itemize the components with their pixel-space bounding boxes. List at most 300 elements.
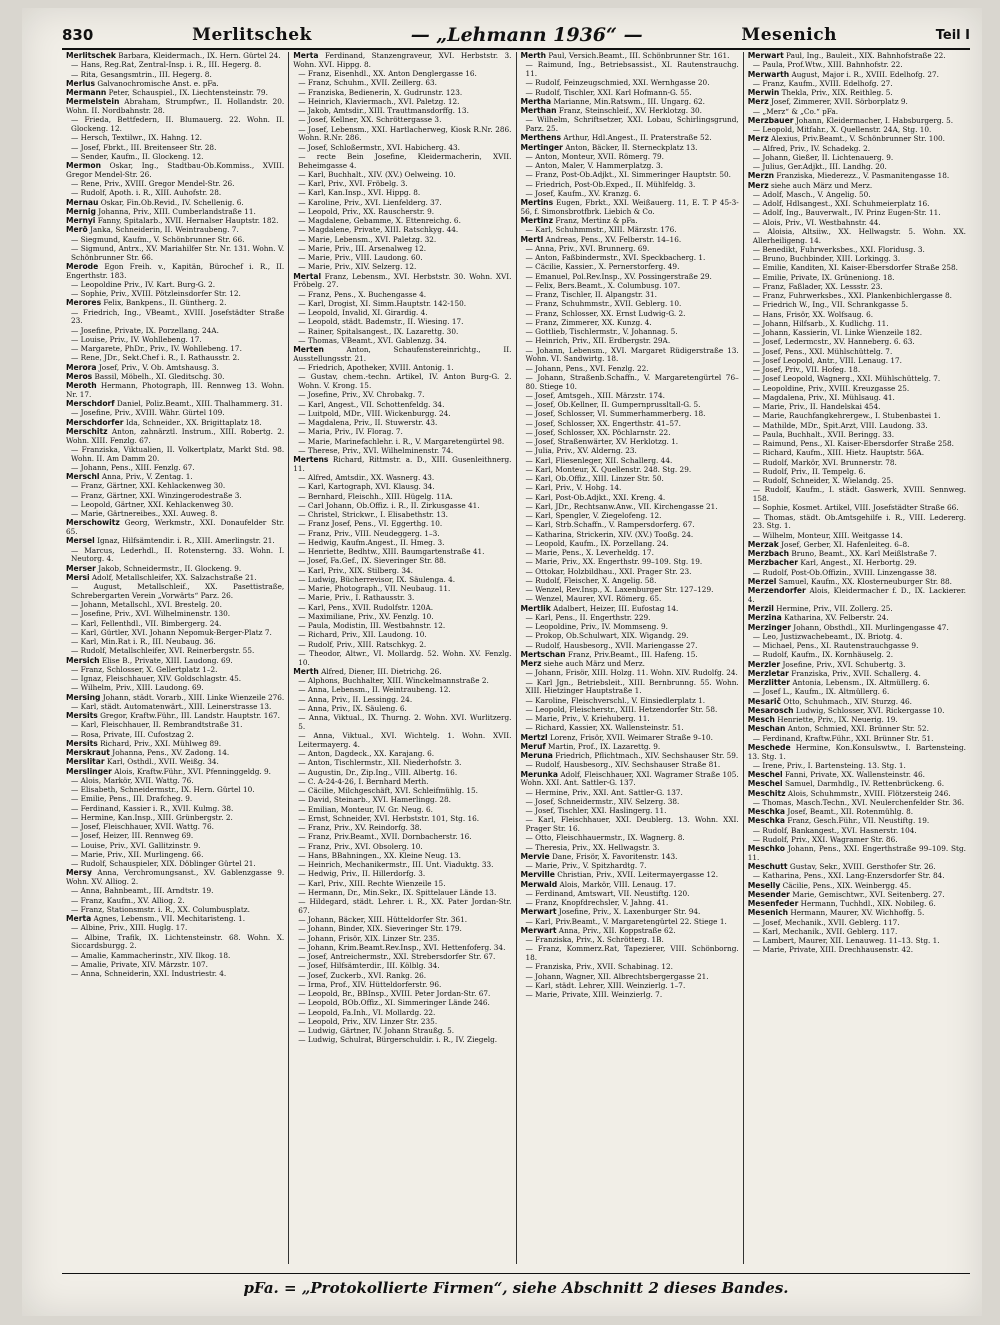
entry-details: Georg, Werkmstr., XXI. Donaufelder Str. 65.	[66, 518, 285, 536]
entry-details: — Josef, Schneidermstr., XIV. Selzerg. 38.	[525, 796, 680, 806]
entry-details: — Josef, Tischler, XXI. Haslingerg. 11.	[525, 806, 667, 815]
entry-details: — Friedrich, Post-Ob.Exped., II. Mühlfeldg. 3.	[525, 179, 696, 189]
entry-details: Johann, städt. Vorarb., XIII. Linke Wienzeile 276.	[102, 692, 285, 702]
entry-details: — Franz, Pens., X. Buchengasse 4.	[298, 289, 427, 299]
directory-entry	[66, 382, 284, 400]
entry-details: — David, Steinarb., XVI. Hamerlingg. 28.	[298, 795, 451, 805]
entry-details: — Josef, Kellner, XX. Schröttergasse 3.	[298, 115, 442, 125]
entry-details: — Ludwig, Schulrat, Bürgerschuldir. i. R., IV. Ziegelg.	[298, 1035, 498, 1045]
entry-details: — Sender, Kaufm., II. Glockeng. 12.	[71, 151, 204, 161]
directory-entry	[521, 679, 739, 697]
directory-entry	[66, 934, 284, 952]
entry-surname: Merwarth	[747, 69, 790, 79]
entry-surname: Mermann	[66, 88, 107, 97]
entry-details: — Rudolf, Priv., XIII. Ratschkyg. 2.	[298, 639, 427, 649]
entry-details: Fanny, Spitalarb., XVII. Hernalser Hauptstr. 182.	[97, 216, 279, 225]
entry-details: — Hildegard, städt. Lehrer. i. R., XX. Pater Jordan-Str. 67.	[298, 897, 512, 915]
directory-entry	[293, 650, 511, 668]
entry-details: — Heinrich, Klaviermach., XVI. Paletzg. 12.	[298, 96, 460, 106]
entry-details: siehe auch März und Merz.	[543, 659, 645, 668]
entry-details: Christian, Priv., XVII. Leitermayergasse 12.	[557, 870, 719, 880]
entry-surname: Mertl	[520, 234, 544, 244]
entry-details: — Rita, Gesangsmtrin., III. Hegerg. 8.	[71, 69, 212, 79]
entry-details: Alfred, Diener, III. Dietrichg. 26.	[321, 666, 442, 676]
entry-details: — Karl, Spengler, V. Ziegelofeng. 12.	[525, 511, 662, 520]
entry-details: — Ernst, Schneider, XVI. Herbststr. 101, Stg. 16.	[298, 813, 480, 823]
directory-entry	[521, 61, 739, 79]
entry-details: — Elisabeth, Schneidermstr., IX. Hern. Gürtel 10.	[71, 785, 255, 794]
entry-details: — Richard, Kassier, XX. Wallensteinstr. 51.	[525, 723, 684, 733]
entry-details: — Marie, Priv., III. Arsenalweg 12.	[298, 243, 427, 253]
directory-entry	[66, 970, 284, 979]
entry-details: — Marie, Priv., XII. Murlingeng. 66.	[71, 849, 204, 859]
entry-details: — Heinrich, Priv., XII. Erdbergstr. 29A.	[525, 336, 671, 346]
entry-details: — Rene, Priv., XVIII. Gregor Mendel-Str. 26.	[71, 179, 235, 188]
entry-details: — Leopold, Fleischerstr., XIII. Hetzendorfer Str. 58.	[525, 704, 718, 714]
entry-details: Lorenz, Frisör, XVII. Weimarer Straße 9–10.	[549, 732, 713, 742]
entry-surname: Merz	[520, 659, 542, 668]
entry-details: — Bernhard, Fleischh., XIII. Hügelg. 11A.	[298, 491, 453, 501]
entry-details: Anna, Priv., V. Zentag. 1.	[101, 472, 193, 481]
entry-details: — Josef, Mechanik., XVII. Geblerg. 117.	[752, 917, 900, 927]
entry-surname: Merth	[293, 666, 319, 676]
directory-entry	[748, 744, 966, 762]
directory-entry	[293, 153, 511, 171]
entry-details: — Johann, Metallschl., XVI. Brestelg. 20.	[71, 600, 222, 609]
entry-details: — Franziska, Priv., X. Schrötterg. 1B.	[525, 935, 664, 944]
entry-details: Henriette, Priv., IX. Neuerig. 19.	[777, 715, 898, 724]
entry-details: Karl, Angest., XI. Herbortg. 29.	[800, 558, 917, 568]
entry-details: — Franz, Priv.Beamt., XVII. Dornbacherstr. 16.	[298, 832, 472, 842]
entry-details: Anton, zahnärztl. Instrum., XIII. Robertg. 2. Wohn. XIII. Fenzlg. 67.	[66, 426, 285, 445]
entry-surname: Merora	[66, 362, 97, 372]
directory-entry	[521, 816, 739, 834]
entry-details: — Franz, Kaufm., XVIII. Edelhofg. 27.	[752, 78, 893, 88]
entry-details: — Rudolf, Schauspieler, XIX. Döblinger Gürtel 21.	[71, 859, 256, 868]
entry-details: — Margarete, PhDr., Priv., IV. Wohllebeng. 17.	[71, 344, 242, 353]
entry-surname: Mesch	[747, 715, 775, 724]
entry-surname: Meselly	[747, 880, 781, 890]
directory-entry	[521, 116, 739, 134]
entry-details: — Karl, Monteur, X. Quellenstr. 248. Stg. 29.	[525, 464, 692, 474]
entry-details: — Josef, Antreichermstr., XXI. Strebersdorfer Str. 67.	[298, 952, 496, 961]
entry-details: — Franz, Schuhm., XVII. Zeillerg. 63.	[298, 78, 437, 88]
entry-details: Franz, Priv.Beamt., III. Hafeng. 15.	[567, 649, 698, 659]
entry-details: — Karl, Drogist, XI. Simm.Hauptstr. 142-150.	[298, 298, 467, 308]
entry-details: Alexius, Priv.Beamt., V. Schönbrunner Str. 100.	[770, 134, 945, 144]
entry-details: Anton, Bäcker, II. Sterneckplatz 13.	[565, 142, 698, 152]
entry-details: — Irma, Prof., XIV. Hütteldorferstr. 96.	[298, 979, 442, 989]
entry-details: — Franziska, Bedienerin, X. Gudrunstr. 123.	[298, 87, 463, 97]
entry-details: — Karl, Fleischhauer, XXI. Deublerg. 13. Wohn. XXI. Prager Str. 16.	[525, 815, 739, 833]
entry-details: — Karl, Pens., XVII. Rudolfstr. 120A.	[298, 602, 434, 612]
entry-details: — Johann, Binder, XIX. Sieveringer Str. 179.	[298, 924, 462, 934]
entry-surname: Mersi	[66, 572, 90, 582]
entry-details: — Josef, Zuckerb., XVI. Rankg. 26.	[298, 970, 427, 980]
entry-details: — Friedrich, Apotheker, XVIII. Antonig. 1.	[298, 363, 454, 372]
entry-details: Franziska, Priv., XVII. Schallerg. 4.	[791, 668, 921, 678]
entry-details: — Anna, Priv., II. Lessingg. 24.	[298, 694, 413, 704]
directory-entry	[66, 245, 284, 263]
entry-details: — Johann, Krim.Beamt.Rev.Insp., XVI. Hettenfoferg. 34.	[298, 942, 506, 952]
directory-entry	[521, 199, 739, 217]
entry-details: Anton, Schmied, XXI. Brünner Str. 52.	[787, 724, 929, 734]
entry-details: — Anna, Bahnbeamt., III. Arndtstr. 19.	[71, 886, 214, 896]
entry-details: Anna, Priv., XII. Koppstraße 62.	[558, 925, 676, 935]
entry-details: — Johann, Frisör, XIX. Linzer Str. 235.	[298, 933, 440, 943]
entry-surname: Meschel	[747, 779, 783, 789]
entry-details: Johanna, Pens., XV. Zadong. 14.	[112, 748, 230, 757]
entry-details: — Amalie, Private, XIV. Märzstr. 107.	[71, 959, 208, 969]
entry-surname: Mersich	[66, 655, 100, 665]
entry-details: — Alphons, Buchhalter, XIII. Winckelmannstraße 2.	[298, 676, 489, 685]
entry-details: — Leopoldine, Priv., XVIII. Kreuzgasse 25.	[752, 383, 910, 393]
entry-details: — Marie, Rauchfangkehrergew., I. Stubenbastei 1.	[752, 411, 941, 421]
entry-details: — Carl Johann, Ob.Offiz. i. R., II. Zirkusgasse 41.	[298, 500, 480, 510]
entry-details: — Josef, Fbrkt., III. Breitenseer Str. 28.	[71, 142, 217, 152]
entry-details: — Rudolf, Kaufm., IX. Kornhäuselg. 2.	[752, 650, 894, 660]
entry-details: — Rudolf, Bankangest., XVI. Hasnerstr. 104.	[752, 825, 917, 835]
entry-details: — Marie, Priv., I. Rathausstr. 3.	[298, 593, 415, 603]
entry-details: — Franz, Faßlader, XX. Lessstr. 23.	[752, 281, 883, 291]
entry-details: — Marie, Marinefachlehr. i. R., V. Margaretengürtel 98.	[298, 436, 505, 446]
entry-surname: Mersing	[66, 692, 101, 702]
entry-details: — Julia, Priv., XV. Alderng. 23.	[525, 446, 637, 456]
directory-entry	[293, 714, 511, 732]
entry-details: — Ferdinand, Amtswart, VII. Neustiftg. 120.	[525, 888, 690, 898]
directory-columns	[62, 52, 970, 1264]
entry-details: — Johann, Kassierin, VI. Linke Wienzeile 182.	[752, 328, 923, 337]
entry-details: Jakob, Schneidermstr., II. Glockeng. 9.	[98, 563, 242, 573]
entry-surname: Merzendorfer	[747, 586, 806, 595]
entry-details: Barbara, Kleidermach., IX. Hern. Gürtel 24.	[118, 52, 281, 60]
entry-surname: Meroth	[66, 381, 97, 390]
entry-surname: Meruna	[520, 751, 553, 760]
entry-details: Martin, Prof., IX. Lazarettg. 9.	[548, 741, 661, 751]
entry-details: Richard, Rittmstr. a. D., XIII. Gusenleithnerg. 11.	[293, 455, 512, 473]
entry-details: — Magdalena, Priv., II. Stuwerstr. 43.	[298, 418, 438, 427]
entry-details: — Otto, Fleischhauermstr., IX. Wagnerg. 8.	[525, 833, 685, 843]
entry-details: Janka, Schneiderin, II. Weintraubeng. 7.	[90, 225, 239, 235]
entry-details: Johanna, Priv., XIII. Cumberlandstraße 11.	[98, 206, 256, 216]
entry-details: — Sigmund, Antrx., XV. Mariahilfer Str. Nr. 131. Wohn. V. Schönbrunner Str. 66.	[71, 243, 285, 262]
entry-details: Cäcilie, Pens., XIX. Weinbergg. 45.	[782, 880, 912, 890]
entry-details: — Anton, Faßbindermstr., XVI. Speckbacherg. 1.	[525, 253, 706, 262]
entry-details: — Emanuel, Pol.Rev.Insp., XV. Possingerstraße 29.	[525, 271, 712, 281]
entry-details: — Magdalene, Private, XIII. Ratschkyg. 44.	[298, 225, 459, 235]
directory-entry	[293, 898, 511, 916]
entry-details: Samuel, Darmhdlg., IV. Rettenbrückeng. 6.	[784, 779, 945, 789]
column-2	[289, 52, 516, 1264]
entry-details: Peter, Schauspiel., IX. Liechtensteinstr. 79.	[108, 88, 268, 97]
entry-details: Bassil, Möbelh., XI. Gleditschg. 30.	[94, 371, 225, 381]
entry-details: August, Major i. R., XVIII. Edelhofg. 27.	[791, 69, 939, 79]
entry-details: — Amalie, Kammacherinstr., XIV. Ilkog. 18.	[71, 950, 231, 960]
entry-details: — C. A-24-4-26, I. Bernhard Merth.	[298, 776, 429, 786]
entry-details: — Karl, städt. Lehrer, XIII. Weinzierlg. 1–7.	[525, 980, 686, 990]
entry-details: Arthur, Hdl.Angest., II. Praterstraße 52.	[563, 133, 712, 143]
entry-details: — Josef, Heizer, III. Rennweg 69.	[71, 831, 194, 841]
directory-entry	[521, 374, 739, 392]
entry-details: Katharina, XV. Felberstr. 24.	[784, 613, 889, 623]
entry-details: — Karl, Priv., XIII. Rechte Wienzeile 15.	[298, 878, 446, 888]
entry-details: — Bruno, Buchbinder, XIII. Lorkingg. 3.	[752, 254, 901, 263]
entry-details: — Franziska, Viktualien, II. Volkertplatz, Markt Std. 98. Wohn. II. Am Damm 20.	[71, 444, 285, 463]
entry-details: Franz, Mertinz & pFa.	[555, 216, 638, 225]
directory-entry	[293, 126, 511, 144]
entry-details: — Marie, Priv., VIII. Laudong. 60.	[298, 253, 423, 262]
entry-details: — Julius, Ger.Adjkt., III. Landhg. 20.	[752, 162, 887, 171]
entry-details: — Adolf, Ing., Bauverwalt., IV. Prinz Eugen-Str. 11.	[752, 208, 941, 218]
entry-details: Josef, Priv., V. Ob. Amtshausg. 3.	[98, 362, 219, 372]
entry-details: — Magdalene, Gebamme, X. Ettenreichg. 6.	[298, 216, 461, 225]
entry-surname: Mersits	[66, 738, 98, 748]
entry-details: — Hermine, Kan.Insp., XIII. Grünbergstr. 2.	[71, 812, 233, 822]
entry-surname: Merores	[66, 298, 102, 308]
entry-details: — Thomas, städt. Ob.Amtsgehilfe i. R., VIII. Ledererg. 23. Stg. 1.	[752, 512, 966, 531]
entry-details: — Karoline, Fleischverschl., V. Einsiedlerplatz 1.	[525, 695, 706, 705]
entry-details: — Jakob, Amtsdir., XIII. Trauttmansdorffg. 13.	[298, 106, 469, 115]
entry-surname: Merta	[293, 52, 319, 60]
entry-details: — Luitpold, MDr., VIII. Wickenburgg. 24.	[298, 408, 451, 418]
directory-entry	[748, 587, 966, 605]
entry-surname: Mertzl	[520, 732, 548, 742]
entry-details: — Karl, Schuhmmstr., XIII. Märzstr. 176.	[525, 225, 677, 235]
entry-details: Oskar, Fin.Ob.Revid., IV. Schellenig. 6.	[100, 197, 244, 207]
entry-details: — Anton, Monteur, XVII. Römerg. 79.	[525, 151, 664, 161]
entry-details: — Josef, Schlosser, XX. Engerthstr. 41–57.	[525, 418, 681, 428]
entry-details: Adalbert, Heizer, III. Eufostag 14.	[553, 603, 679, 613]
entry-details: — Felix, Bers.Beamt., X. Columbusg. 107.	[525, 280, 681, 290]
entry-details: Otto, Schuhmach., XIV. Sturzg. 46.	[783, 696, 912, 706]
entry-details: Friedrich, Pflichtmach., XIV. Sechshauser Str. 59.	[555, 751, 739, 760]
entry-surname: Merunka	[520, 769, 558, 779]
entry-surname: Merzlitter	[747, 678, 790, 687]
entry-details: Richard, Priv., XXI. Mühlweg 89.	[100, 738, 222, 748]
entry-surname: Mertins	[520, 198, 554, 207]
entry-surname: Meschutt	[747, 862, 788, 871]
entry-surname: Mersits	[66, 711, 98, 720]
entry-details: — Wenzel, Maurer, XVI. Römerg. 65.	[525, 594, 662, 604]
entry-details: — Karl, Kan.Insp., XVI. Hippg. 8.	[298, 188, 421, 198]
entry-details: Adolf, Metallschleifer, XX. Salzachstraße 21.	[91, 572, 257, 582]
page-footer	[62, 1273, 970, 1302]
entry-details: Johann, Pens., XXI. Engerthstraße 99–109. Stg. 11.	[747, 844, 966, 862]
entry-details: Johann, Kleidermacher, I. Habsburgerg. 5.	[795, 115, 954, 125]
entry-details: — Rudolf, Hausbesorg., XVII. Mariengasse 27.	[525, 640, 698, 650]
entry-details: — August, Metallschleif., XX. Pasettistraße, Schrebergarten Verein „Vorwärts“ Parz. 26.	[71, 582, 285, 600]
entry-details: — Alois, Markör, XVII. Wattg. 76.	[71, 775, 194, 785]
entry-surname: Mernig	[66, 206, 96, 216]
entry-details: Franziska, Miederezz., V. Pasmanitengasse 18.	[776, 171, 950, 181]
entry-details: — Wilhelm, Monteur, XIII. Weitgasse 14.	[752, 530, 903, 540]
directory-entry	[66, 519, 284, 537]
entry-details: — Josef, Schlosser, XX. Pöchlarnstr. 22.	[525, 427, 671, 437]
column-4	[744, 52, 970, 1264]
directory-entry	[293, 346, 511, 364]
entry-details: — Louise, Priv., XVI. Gallitzinstr. 9.	[71, 840, 201, 850]
entry-details: — Anton, Maler, V. Hammerplatzg. 3.	[525, 161, 663, 170]
entry-details: — Karl, Min.Rat i. R., III. Neubaug. 36.	[71, 637, 216, 646]
entry-details: Ida, Schneider., XX. Brigittaplatz 18.	[125, 417, 262, 427]
entry-details: — Cäcilie, Kassier., X. Pernerstorferg. 49.	[525, 262, 680, 272]
entry-details: — Franz, Eisenhdl., XX. Anton Denglergasse 16.	[298, 69, 477, 78]
entry-details: — Marcus, Lederhdl., II. Rotensterng. 33. Wohn. I. Neutorg. 4.	[71, 545, 285, 564]
entry-surname: Merwin	[747, 88, 780, 97]
entry-details: — Leopold, Priv., XX. Rauscherstr. 9.	[298, 206, 435, 216]
entry-details: — Karl, Pens., II. Engerthstr. 229.	[525, 612, 651, 622]
entry-details: — Rudolf, Feinzeugschmied, XXI. Wernhgasse 20.	[525, 78, 710, 88]
entry-surname: Merslinger	[66, 766, 112, 776]
entry-details: — Ludwig, Gärtner, IV. Johann Straußg. 5.	[298, 1026, 455, 1035]
entry-details: — Aloisia, Altsiiw., XX. Hellwagstr. 5. Wohn. XX. Allerheiligeng. 14.	[752, 226, 966, 245]
entry-details: — „Merz“ & „Co.“ pFa.	[752, 106, 839, 116]
entry-details: — Prokop, Ob.Schulwart, XIX. Wigandg. 29.	[525, 631, 689, 641]
entry-details: — Mathilde, MDr., Spit.Arzt, VIII. Laudong. 33.	[752, 420, 928, 430]
entry-surname: Mersy	[66, 868, 92, 878]
entry-details: — Marie, Lebensm., XVI. Paletzg. 32.	[298, 234, 437, 244]
entry-details: Alois, Schuhmmstr., XVIII. Flötzersteig 246.	[787, 788, 951, 798]
entry-details: — Rudolf, Apoth. i. R., XIII. Auhofstr. 28.	[71, 188, 222, 198]
entry-details: — Karl, Gürtler, XVI. Johann Nepomuk-Berger-Platz 7.	[71, 627, 272, 637]
entry-surname: Merzbacher	[747, 558, 798, 568]
entry-details: — Alfred, Amtsdir., XX. Wasnerg. 43.	[298, 473, 435, 482]
entry-details: Alois, Kraftw.Führ., XVI. Pfenninggeldg. 9.	[114, 766, 271, 776]
entry-details: — Thomas, VBeamt., XVI. Gablenzg. 34.	[298, 335, 447, 345]
entry-details: — Franziska, Priv., XVII. Schabinag. 12.	[525, 962, 673, 972]
directory-entry	[293, 373, 511, 391]
entry-details: — Rudolf, Kaufm., I. städt. Gaswerk, XVIII. Sennweg. 158.	[752, 485, 966, 503]
entry-surname: Merzinger	[747, 622, 791, 632]
entry-details: Agnes, Lebensm., VII. Mechitaristeng. 1.	[93, 914, 246, 923]
directory-entry	[748, 514, 966, 532]
entry-details: — Rosa, Private, III. Cufostzag 2.	[71, 729, 194, 739]
entry-surname: Mesarosch	[747, 705, 794, 715]
directory-page	[22, 8, 982, 1316]
entry-details: Elise B., Private, XIII. Laudong. 69.	[101, 655, 233, 665]
entry-surname: Mertlik	[520, 603, 551, 613]
entry-surname: Merthens	[520, 133, 562, 143]
entry-details: — Anton, Dagdeck., XX. Karajang. 6.	[298, 749, 435, 758]
entry-surname: Merzel	[747, 576, 777, 586]
entry-surname: Merzbauer	[747, 115, 794, 125]
entry-details: — Josef Leopold, Antr., VIII. Lenaug. 17.	[752, 355, 902, 365]
entry-surname: Merten	[293, 345, 324, 354]
entry-details: — Gottlieb, Tischlermstr., V. Johannag. 5.	[525, 327, 678, 336]
entry-details: — Albine, Trafik, IX. Lichtensteinstr. 68. Wohn. X. Siccardsburgg. 2.	[71, 932, 285, 951]
entry-details: Johann, Obsthdl., XII. Murlingengasse 47.	[793, 622, 949, 632]
header-part: Teil I	[935, 27, 970, 43]
entry-details: Hermann, Tuchhdl., XIX. Nobileg. 6.	[800, 899, 936, 908]
entry-details: Hermann, Photograph, III. Rennweg 13. Wohn. Nr. 17.	[66, 381, 285, 399]
entry-details: Adolf, Fleischhauer, XXI. Wagramer Straße 105. Wohn. XXI. Ant. Sattler-G. 137.	[520, 769, 739, 788]
entry-details: Bruno, Beamt., XX. Karl Meißlstraße 7.	[791, 549, 937, 558]
entry-details: — Franz, Kaufm., XV. Alliog. 2.	[71, 895, 185, 905]
entry-details: — Paula, Modistin, III. Westbahnstr. 12.	[298, 621, 446, 630]
entry-surname: Mesarič	[747, 696, 781, 706]
entry-details: — Josef, Pens., XXI. Mühlschüttelg. 7.	[752, 346, 893, 356]
directory-entry	[293, 732, 511, 750]
directory-entry	[293, 1036, 511, 1045]
entry-details: — Maria, Priv., IV. Florag. 7.	[298, 427, 403, 437]
entry-details: — Irene, Priv., I. Bartensteing. 13. Stg. 1.	[752, 760, 906, 770]
entry-details: — Leopold, Fa.Inh., VI. Mollardg. 22.	[298, 1007, 436, 1017]
entry-details: — Josef Leopold, Wagnerg., XXI. Mühlschüttelg. 7.	[752, 374, 941, 384]
entry-details: — Friedrich, Ing., VBeamt., XVIII. Josefstädter Straße 23.	[71, 307, 285, 326]
entry-surname: Merz	[747, 180, 769, 190]
entry-details: — Ferdinand, Kraftw.Führ., XXI. Brünner Str. 51.	[752, 733, 934, 743]
entry-surname: Merser	[66, 563, 96, 573]
entry-details: — Karl, Fellenthdl., VII. Bimbergerg. 24.	[71, 618, 222, 628]
entry-details: — Marie, Pens., X. Leverheldg. 17.	[525, 548, 654, 557]
entry-details: — Johann, Hilfsarb., X. Kudlichg. 11.	[752, 318, 889, 328]
entry-details: — Hermann, Dr., Min.Sekr., IX. Spittelauer Lände 13.	[298, 887, 497, 897]
entry-details: — Leopold, Kaufm., IX. Porzellang. 24.	[525, 538, 669, 548]
entry-details: — Karl, Buchhalt., XIV. (XV.) Oelweing. 10.	[298, 169, 456, 179]
entry-details: — Josef, Fa.Gef., IX. Sieveringer Str. 88.	[298, 556, 447, 566]
entry-details: — Marie, Priv., XIV. Selzerg. 12.	[298, 262, 417, 272]
entry-surname: Mesenich	[747, 908, 789, 918]
entry-details: siehe auch März und Merz.	[770, 180, 873, 190]
entry-details: — Theodor, Altwr., VI. Mollardg. 52. Wohn. XV. Fenzlg. 10.	[298, 648, 512, 667]
entry-details: — Sophie, Priv., XVIII. Pötzleinsdorfer Str. 12.	[71, 289, 241, 298]
directory-entry	[66, 869, 284, 887]
entry-surname: Merö	[66, 225, 88, 235]
entry-surname: Merz	[747, 134, 769, 144]
entry-details: — Emilie, Pens., III. Drafcheg. 9.	[71, 794, 193, 804]
entry-details: — Rudolf, Markör, XVI. Brunnerstr. 78.	[752, 457, 897, 467]
column-1	[62, 52, 289, 1264]
entry-details: — Hersch, Textilwr., IX. Hahng. 12.	[71, 133, 202, 143]
entry-details: — Johann, Gießer, II. Lichtenauerg. 9.	[752, 152, 894, 162]
entry-surname: Merzil	[747, 604, 774, 613]
entry-details: Gustav, Sekr., XVIII. Gersthofer Str. 26.	[789, 862, 936, 871]
entry-details: — Karl, Strb.Schaffn., V. Rampersdorferg. 67.	[525, 520, 695, 530]
entry-details: Galvanochromische Anst. e. pFa.	[97, 78, 219, 88]
entry-details: — Johann, Frisör, XIII. Holzg. 11. Wohn. XIV. Rudolfg. 24.	[525, 668, 738, 678]
header-title: — „Lehmann 1936“ —	[410, 24, 643, 46]
entry-details: — Leopold, Mitfahr., X. Quellenstr. 24A, Stg. 10.	[752, 125, 932, 134]
entry-surname: Merwart	[747, 52, 784, 60]
directory-entry	[293, 52, 511, 70]
header-first-entry: Merlitschek	[192, 25, 312, 45]
directory-entry	[66, 98, 284, 116]
directory-entry	[748, 486, 966, 504]
entry-surname: Merschitz	[66, 426, 108, 436]
entry-details: Hermine, Kon.Konsulswtw., I. Bartensteing. 13. Stg. 1.	[747, 742, 966, 761]
entry-details: — Josef, Amtsgeh., XIII. Märzstr. 174.	[525, 390, 665, 400]
directory-entry	[293, 456, 511, 474]
entry-surname: Meschan	[747, 724, 786, 734]
entry-details: — Katharina, Strickerin, XIV. (XV.) Tooßg. 24.	[525, 529, 694, 539]
entry-details: — Josef, Straßenwärter, XV. Herklotzg. 1.	[525, 437, 679, 446]
entry-details: — Rudolf, Schneider, X. Wielandg. 25.	[752, 476, 894, 485]
directory-entry	[521, 347, 739, 365]
entry-details: — Adolf, Masch., V. Angelig. 50.	[752, 189, 871, 199]
directory-entry	[66, 428, 284, 446]
entry-surname: Mesender	[747, 889, 790, 899]
entry-details: — Hermine, Priv., XXI. Ant. Sattler-G. 137.	[525, 787, 683, 797]
directory-entry	[521, 991, 739, 1000]
entry-details: Abraham, Strumpfwr., II. Hollandstr. 20. Wohn. II. Nordbahnstr. 28.	[66, 97, 285, 115]
entry-surname: Mervie	[520, 851, 550, 861]
entry-details: — Franz, Fuhrwerksbes., XXI. Plankenbichlergasse 8.	[752, 291, 952, 300]
entry-surname: Meschitz	[747, 788, 786, 798]
entry-details: — Franz, Schuhmmstr., XVII. Geblerg. 10.	[525, 299, 682, 309]
entry-details: — recte Bein Josefine, Kleidermacherin, XVII. Beheimgasse 4.	[298, 151, 512, 170]
footer-note: pFa. = „Protokollierte Firmen“, siehe Abschnitt 2 dieses Bandes.	[243, 1279, 789, 1297]
entry-details: — Theresia, Priv., XX. Hellwagstr. 3.	[525, 842, 660, 852]
